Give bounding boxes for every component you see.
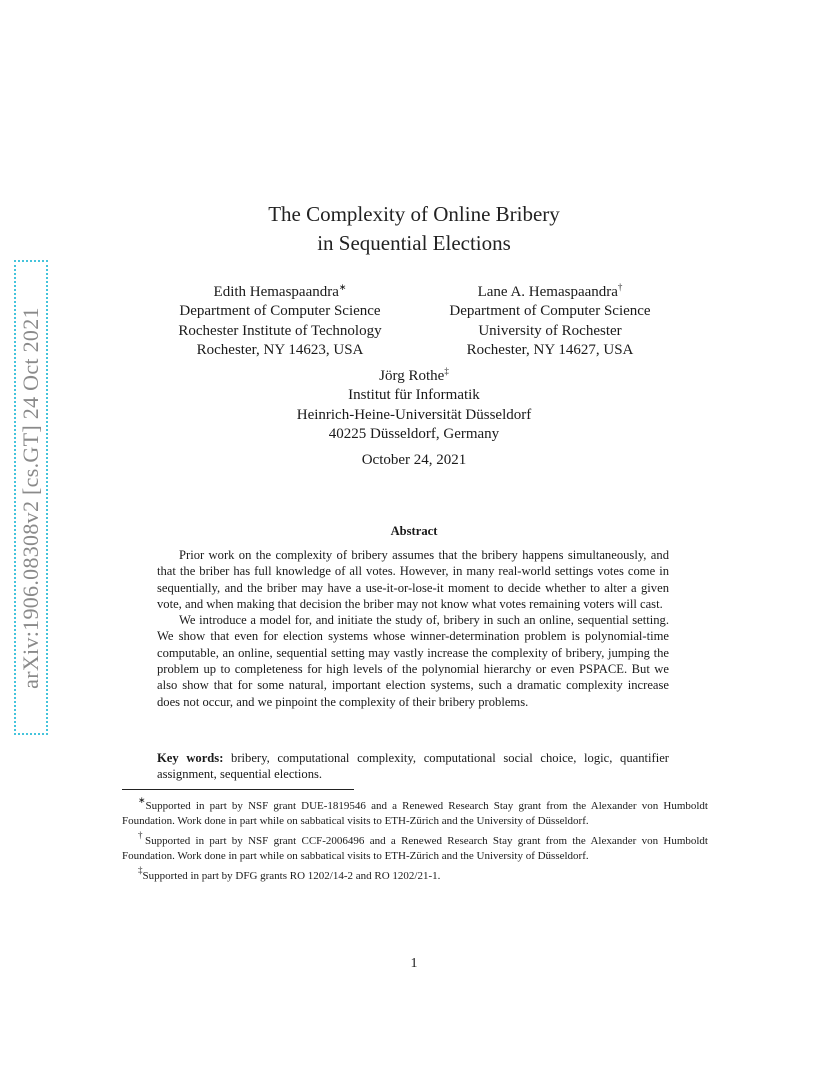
keywords: [157, 750, 669, 783]
footnote-mark: ‡: [444, 366, 449, 376]
title-line-2: in Sequential Elections: [317, 231, 511, 255]
page-number: 1: [410, 956, 418, 971]
author-block-2: [420, 278, 680, 361]
author-dept: Department of Computer Science: [449, 303, 651, 320]
footnote-mark: †: [138, 830, 146, 841]
author-institution: Heinrich-Heine-Universität Düsseldorf: [296, 406, 532, 423]
abstract-body: [157, 547, 669, 710]
author-name: Edith Hemaspaandra∗: [213, 282, 347, 300]
footnotes: [122, 793, 708, 884]
footnote-1: ∗Supported in part by NSF grant DUE-1819546 and a Renewed Research Stay grant from the Alexander von Humboldt Foundation. Work done in part while on sabbatical visits to ETH-Zürich and the University of Düsseldorf.: [122, 795, 708, 827]
arxiv-stamp-text: arXiv:1906.08308v2 [cs.GT] 24 Oct 2021: [18, 306, 43, 689]
author-dept: Institut für Informatik: [348, 387, 480, 404]
abstract-paragraph-2: We introduce a model for, and initiate the study of, bribery in such an online, sequential setting. We show that even for election systems whose winner-determination problem is polynomial-time computable, an online, sequential setting may vastly increase the complexity of bribery, jumping the problem up to completeness for high levels of the polynomial hierarchy or even PSPACE. But we also show that for some natural, important election systems, such a dramatic complexity increase does not occur, and we pinpoint the complexity of their bribery problems.: [157, 613, 669, 709]
author-block-1: [150, 278, 410, 361]
author-address: Rochester, NY 14627, USA: [466, 342, 634, 359]
author-name: Lane A. Hemaspaandra†: [477, 282, 623, 300]
keywords-label: Key words:: [157, 751, 224, 765]
author-institution: Rochester Institute of Technology: [178, 322, 382, 339]
paper-title: [0, 200, 828, 258]
author-name: Jörg Rothe‡: [379, 366, 449, 384]
footnote-mark: ∗: [338, 282, 347, 292]
footnote-mark: ∗: [138, 795, 146, 805]
arxiv-stamp: [14, 260, 48, 735]
keywords-text: bribery, computational complexity, computational social choice, logic, quantifier assignment, sequential elections.: [157, 751, 669, 782]
title-line-1: The Complexity of Online Bribery: [268, 202, 560, 226]
footnote-mark: ‡: [138, 865, 143, 876]
author-dept: Department of Computer Science: [179, 303, 381, 320]
abstract-heading: Abstract: [390, 524, 438, 538]
author-address: Rochester, NY 14623, USA: [196, 342, 364, 359]
author-block-3: [0, 362, 828, 445]
footnote-2: †Supported in part by NSF grant CCF-2006496 and a Renewed Research Stay grant from the Alexander von Humboldt Foundation. Work done in part while on sabbatical visits to ETH-Zürich and the University of Düsseldorf.: [122, 830, 708, 862]
author-institution: University of Rochester: [478, 322, 622, 339]
footnote-mark: †: [617, 282, 623, 292]
author-address: 40225 Düsseldorf, Germany: [328, 426, 500, 443]
abstract-paragraph-1: Prior work on the complexity of bribery assumes that the bribery happens simultaneously, and that the briber has full knowledge of all votes. However, in many real-world settings votes come in sequentially, and the briber may have a use-it-or-lose-it moment to decide whether to alter a given vote, and when making that decision the briber may not know what votes remaining voters will cast.: [157, 548, 669, 611]
footnote-3: ‡Supported in part by DFG grants RO 1202/14-2 and RO 1202/21-1.: [138, 865, 441, 883]
paper-date: October 24, 2021: [361, 452, 467, 468]
footnote-rule: [122, 789, 354, 790]
